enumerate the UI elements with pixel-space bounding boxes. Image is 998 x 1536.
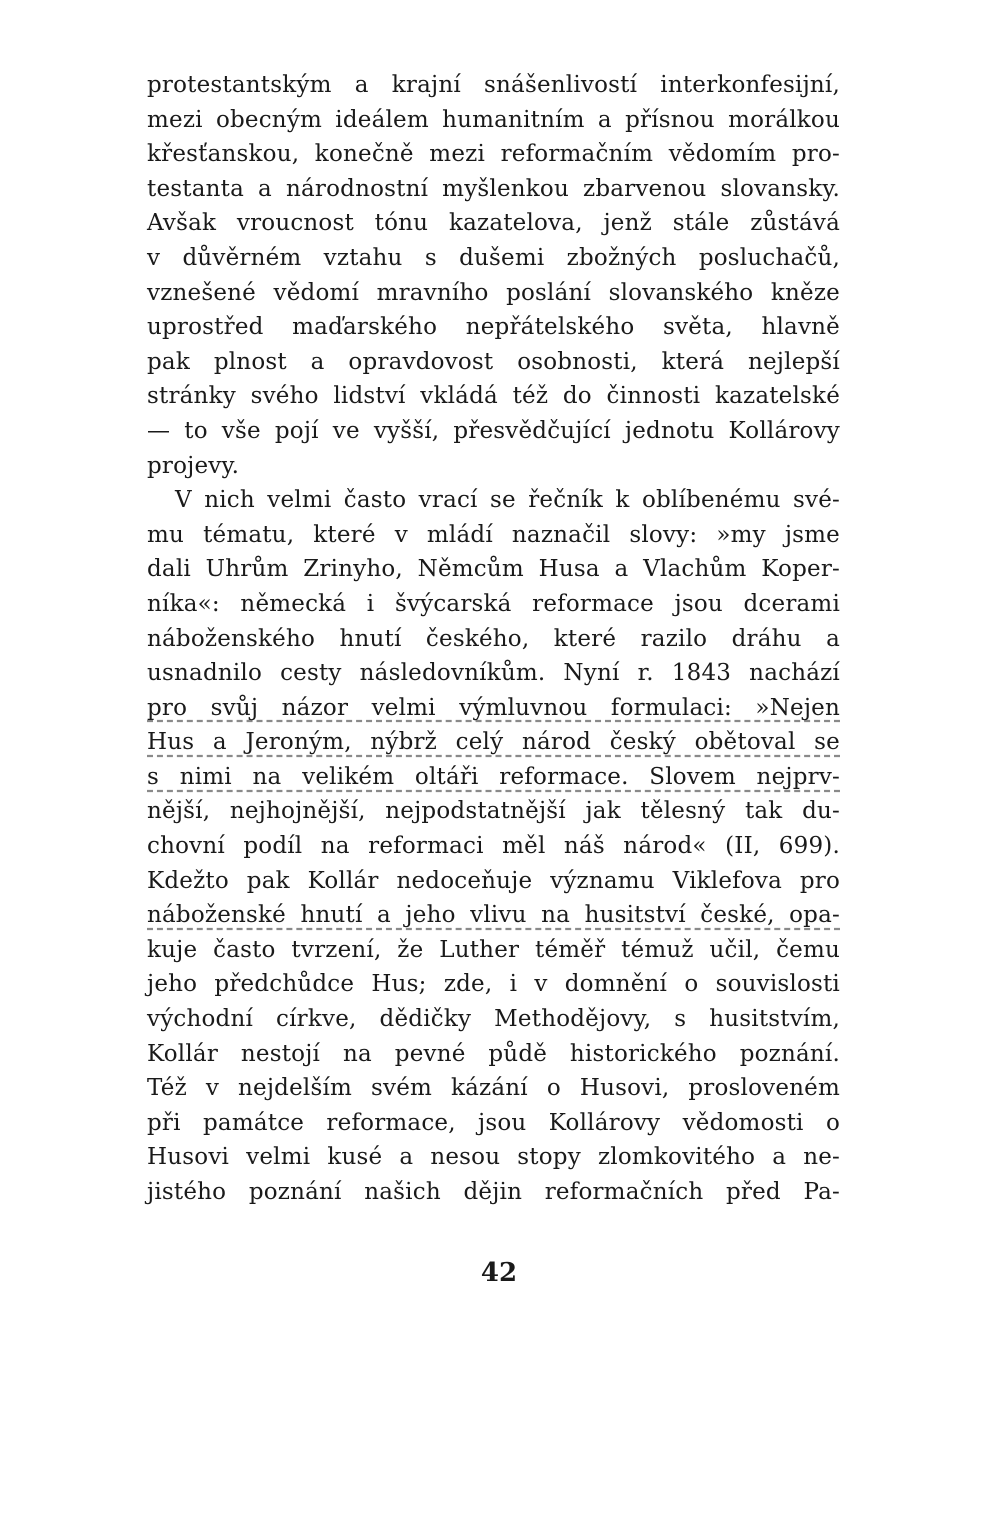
text-line: chovní podíl na reformaci měl náš národ« (II, 699). [147, 833, 840, 860]
text-line: níka«: německá i švýcarská reformace jsou dcerami [147, 590, 840, 617]
text-line: pak plnost a opravdovost osobnosti, která nejlepší [147, 348, 840, 375]
text-line: Husovi velmi kusé a nesou stopy zlomkovitého a ne- [147, 1144, 840, 1171]
text-line: Avšak vroucnost tónu kazatelova, jenž stále zůstává [147, 210, 840, 237]
text-line: Kdežto pak Kollár nedoceňuje významu Viklefova pro [147, 867, 840, 894]
text-line: v důvěrném vztahu s dušemi zbožných posluchačů, [147, 244, 840, 271]
page-number: 42 [480, 1258, 518, 1288]
text-line: Kollár nestojí na pevné půdě historického poznání. [147, 1040, 840, 1067]
text-line: náboženského hnutí českého, které razilo dráhu a [147, 625, 840, 652]
text-line: mezi obecným ideálem humanitním a přísnou morálkou [147, 106, 840, 133]
text-line: testanta a národnostní myšlenkou zbarvenou slovansky. [147, 175, 840, 202]
text-line: Též v nejdelším svém kázání o Husovi, prosloveném [147, 1075, 840, 1102]
text-line: usnadnilo cesty následovníkům. Nyní r. 1843 nachází [147, 660, 840, 687]
text-line: křesťanskou, konečně mezi reformačním vědomím pro- [147, 141, 840, 168]
text-line: — to vše pojí ve vyšší, přesvědčující jednotu Kollárovy [147, 417, 840, 444]
text-line: protestantským a krajní snášenlivostí interkonfesijní, [147, 72, 840, 98]
text-line-underlined: náboženské hnutí a jeho vlivu na husitství české, opa- [147, 902, 840, 929]
text-line-paragraph-start: V nich velmi často vrací se řečník k oblíbenému své- [175, 487, 840, 514]
text-line: uprostřed maďarského nepřátelského světa, hlavně [147, 314, 840, 341]
text-line-underlined: s nimi na velikém oltáři reformace. Slovem nejprv- [147, 763, 840, 790]
text-line: mu tématu, které v mládí naznačil slovy: »my jsme [147, 521, 840, 548]
text-line-paragraph-end: projevy. [147, 452, 240, 479]
text-line-underlined: Hus a Jeroným, nýbrž celý národ český obětoval se [147, 729, 840, 756]
text-line: východní církve, dědičky Methodějovy, s husitstvím, [147, 1006, 840, 1033]
text-line: vznešené vědomí mravního poslání slovanského kněze [147, 279, 840, 306]
text-line: jeho předchůdce Hus; zde, i v domnění o souvislosti [147, 971, 840, 998]
text-line: kuje často tvrzení, že Luther téměř témuž učil, čemu [147, 936, 840, 963]
text-line: při památce reformace, jsou Kollárovy vědomosti o [147, 1109, 840, 1136]
body-text [147, 68, 840, 1210]
text-line-underlined: pro svůj názor velmi výmluvnou formulaci: »Nejen [147, 694, 840, 721]
text-line: nější, nejhojnější, nejpodstatnější jak tělesný tak du- [147, 798, 840, 825]
text-line: stránky svého lidství vkládá též do činnosti kazatelské [147, 383, 840, 410]
text-line: dali Uhrům Zrinyho, Němcům Husa a Vlachům Koper- [147, 556, 840, 583]
text-line: jistého poznání našich dějin reformačních před Pa- [147, 1179, 840, 1205]
